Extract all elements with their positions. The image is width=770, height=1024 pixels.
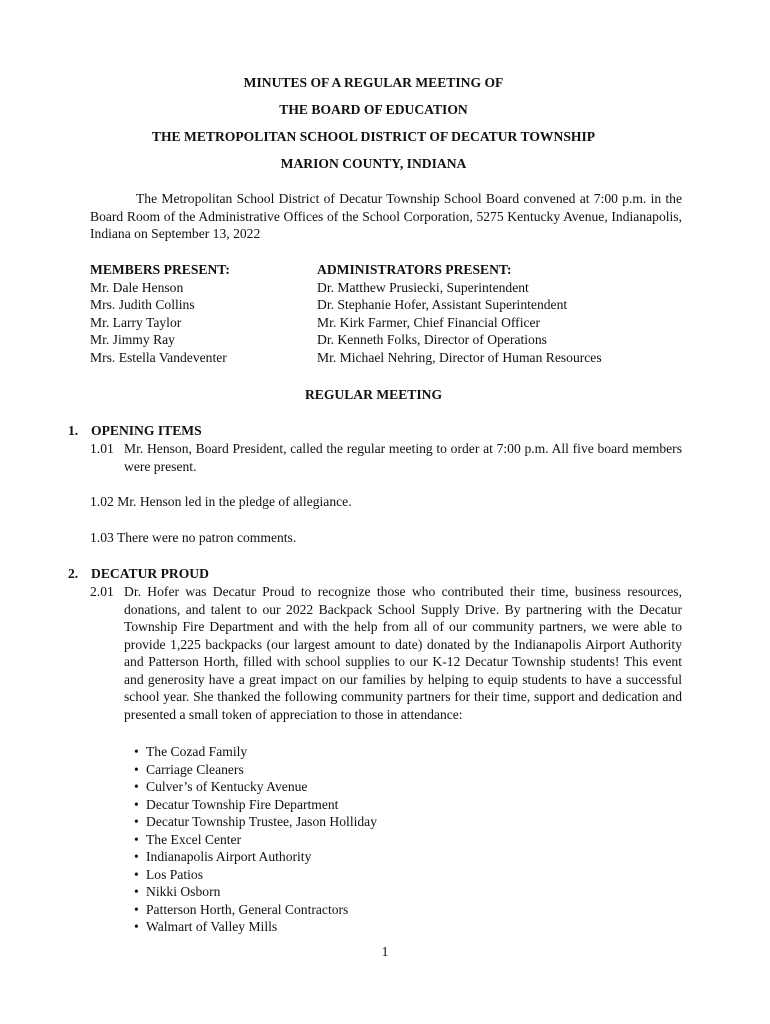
list-item: • Walmart of Valley Mills (134, 918, 377, 936)
members-heading: MEMBERS PRESENT: (90, 262, 230, 277)
item-text: Dr. Hofer was Decatur Proud to recognize those who contributed their time, business resources, donations, and talent to our 2022 Backpack School Supply Drive. By partnering with the Decatur Township Fire Department and with the help from all of our community partners, we were able to provide 1,225 backpacks (our largest amount to date) donated by the Indianapolis Airport Authority and Patterson Horth, filled with school supplies to our K-12 Decatur Township students! This event and generosity have a great impact on our families by helping to equip students to have a successful school year. She thanked the following community partners for their time, support and dedication and presented a small token of appreciation to those in attendance: (124, 584, 682, 722)
administrators-present-column (317, 261, 697, 366)
member-name: Mr. Jimmy Ray (90, 332, 175, 347)
section-heading-opening-items (68, 422, 202, 440)
list-item: • Carriage Cleaners (134, 761, 377, 779)
agenda-item-1-01 (90, 440, 682, 475)
list-item: • The Excel Center (134, 831, 377, 849)
page-number: 1 (381, 944, 389, 959)
title-line-1: MINUTES OF A REGULAR MEETING OF (243, 75, 504, 90)
item-text: 1.03 There were no patron comments. (90, 530, 297, 545)
agenda-item-1-03 (90, 529, 682, 547)
title-line-4: MARION COUNTY, INDIANA (280, 156, 467, 171)
list-item: • Decatur Township Trustee, Jason Holliday (134, 813, 377, 831)
section-heading-decatur-proud (68, 565, 209, 583)
administrator-name: Mr. Kirk Farmer, Chief Financial Officer (317, 314, 541, 330)
administrator-name: Dr. Stephanie Hofer, Assistant Superintendent (317, 297, 568, 312)
agenda-item-1-02 (90, 493, 682, 511)
list-item: • Patterson Horth, General Contractors (134, 901, 377, 919)
list-item: • Indianapolis Airport Authority (134, 848, 377, 866)
administrator-name: Dr. Kenneth Folks, Director of Operations (317, 332, 547, 347)
section-title: DECATUR PROUD (91, 566, 209, 581)
member-name: Mr. Dale Henson (90, 279, 184, 295)
member-name: Mrs. Judith Collins (90, 297, 195, 312)
administrator-name: Mr. Michael Nehring, Director of Human Resources (317, 349, 602, 365)
community-partners-list (134, 743, 377, 936)
item-text: Mr. Henson, Board President, called the regular meeting to order at 7:00 p.m. All five board members were present. (124, 441, 682, 474)
list-item: • Nikki Osborn (134, 883, 377, 901)
section-title: OPENING ITEMS (91, 423, 202, 438)
title-line-3: THE METROPOLITAN SCHOOL DISTRICT OF DECATUR TOWNSHIP (151, 129, 596, 144)
item-number: 1.01 (90, 441, 114, 456)
member-name: Mr. Larry Taylor (90, 314, 182, 330)
list-item: • Decatur Township Fire Department (134, 796, 377, 814)
intro-paragraph: The Metropolitan School District of Decatur Township School Board convened at 7:00 p.m. in the Board Room of the Administrative Offices of the School Corporation, 5275 Kentucky Avenue, Indianapolis, Indiana on September 13, 2022 (90, 191, 682, 241)
section-number: 2. (68, 566, 79, 581)
item-number: 2.01 (90, 584, 114, 599)
administrator-name: Dr. Matthew Prusiecki, Superintendent (317, 279, 529, 295)
list-item: • Culver’s of Kentucky Avenue (134, 778, 377, 796)
list-item: • The Cozad Family (134, 743, 377, 761)
members-present-column (90, 261, 300, 366)
title-line-2: THE BOARD OF EDUCATION (279, 102, 468, 117)
regular-meeting-heading: REGULAR MEETING (304, 387, 443, 402)
member-name: Mrs. Estella Vandeventer (90, 349, 227, 365)
list-item: • Los Patios (134, 866, 377, 884)
item-text: 1.02 Mr. Henson led in the pledge of allegiance. (90, 494, 352, 509)
section-number: 1. (68, 423, 79, 438)
agenda-item-2-01 (90, 583, 682, 723)
administrators-heading: ADMINISTRATORS PRESENT: (317, 262, 512, 277)
